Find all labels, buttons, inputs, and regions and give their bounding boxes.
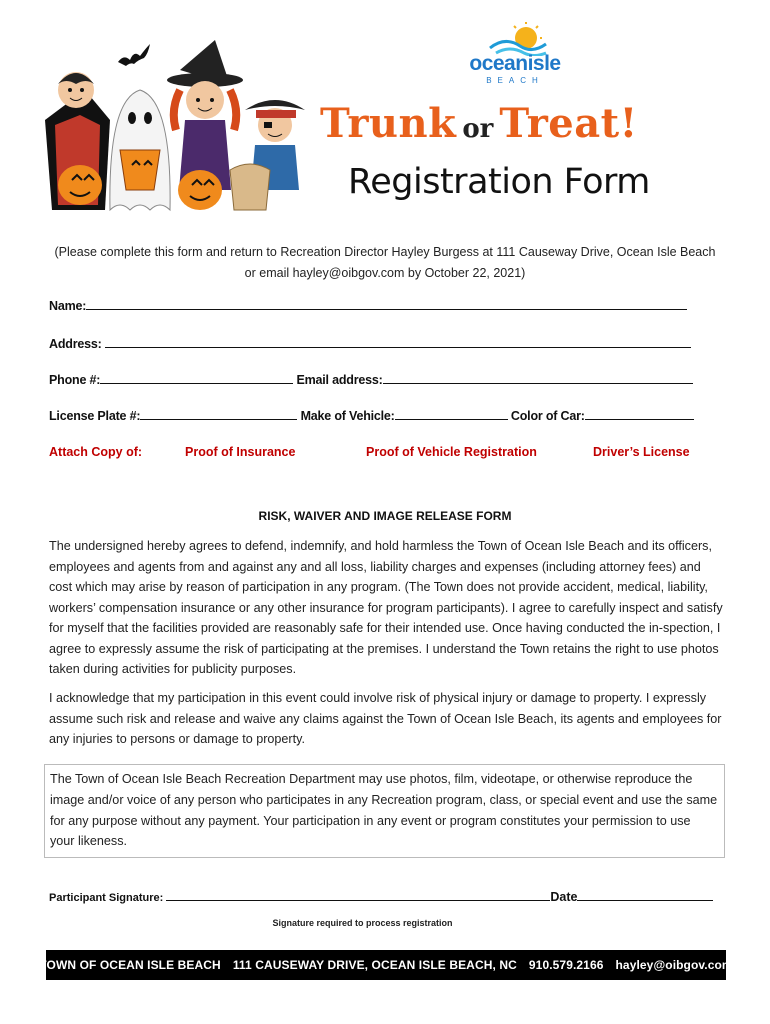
date-blank[interactable] [577, 891, 713, 901]
color-blank[interactable] [585, 408, 694, 420]
instructions-line-2: or email hayley@oibgov.com by October 22, 2021) [244, 266, 526, 280]
form-title: Registration Form [348, 162, 650, 202]
phone-blank[interactable] [100, 372, 293, 384]
license-plate-blank[interactable] [140, 408, 297, 420]
address-label: Address: [49, 337, 102, 351]
instructions-line-1: (Please complete this form and return to Recreation Director Hayley Burgess at 111 Causeway Drive, Ocean Isle Beach [54, 245, 716, 259]
attach-insurance: Proof of Insurance [185, 445, 296, 459]
event-title [320, 100, 638, 147]
phone-label: Phone #: [49, 373, 101, 387]
ghost-kid [110, 90, 170, 210]
attach-label: Attach Copy of: [49, 445, 143, 459]
footer-town: TOWN OF OCEAN ISLE BEACH [39, 958, 221, 972]
logo-beach: BEACH [486, 76, 544, 85]
footer-phone: 910.579.2166 [528, 958, 604, 972]
title-treat: Treat! [499, 100, 638, 147]
name-label: Name: [49, 299, 87, 313]
image-release-box: The Town of Ocean Isle Beach Recreation Department may use photos, film, videotape, or otherwise reproduce the image and/or voice of any person who participates in any Recreation program, class, or special event and use the same for any purpose without any payment. Your participation in any event or program constitutes your permission to use your likeness. [44, 764, 725, 858]
name-blank[interactable] [86, 298, 687, 310]
signature-blank[interactable] [166, 891, 550, 901]
title-trunk: Trunk [320, 100, 457, 147]
ocean-isle-beach-logo [455, 22, 575, 92]
waiver-paragraph-1: The undersigned hereby agrees to defend, indemnify, and hold harmless the Town of Ocean Isle Beach and its officers, employees and agents from and against any and all loss, liability charges and expenses (including attorney fees) and cost which may arise by reason of participation in any program. (The Town does not provide accident, medical, liability, workers’ compensation insurance or any other insurance for program participants). I agree to carefully inspect and satisfy for myself that the facilities provided are reasonably safe for their intended use. Once having conducted the in-spection, I agree to expressly assume the risk of participating at the premises. I understand the Town retains the right to use photos taken during activities for publicity purposes. [49, 539, 723, 676]
email-label: Email address: [296, 373, 383, 387]
make-blank[interactable] [395, 408, 508, 420]
bat-icon [118, 44, 150, 66]
license-plate-label: License Plate #: [49, 409, 141, 423]
date-label: Date [550, 890, 578, 904]
name-field [49, 298, 687, 313]
make-label: Make of Vehicle: [300, 409, 395, 423]
phone-email-row [49, 372, 693, 387]
email-blank[interactable] [383, 372, 693, 384]
signature-label: Participant Signature: [49, 892, 164, 904]
halloween-kids-illustration [40, 40, 315, 215]
waiver-paragraph-2: I acknowledge that my participation in this event could involve risk of physical injury or damage to property. I expressly assume such risk and release and waive any claims against the Town of Ocean Isle Beach, its agents and employees for any injuries to persons or damage to property. [49, 691, 722, 746]
footer-bar [39, 950, 733, 980]
color-label: Color of Car: [510, 409, 585, 423]
footer-email: hayley@oibgov.com [615, 958, 733, 972]
vampire-kid [45, 72, 110, 210]
logo-isle: isle [527, 52, 561, 75]
attach-drivers-license: Driver’s License [593, 445, 690, 459]
signature-note: Signature required to process registration [272, 918, 453, 928]
logo-wordmark [455, 54, 575, 74]
address-field [49, 336, 691, 351]
vehicle-row [49, 408, 694, 423]
pirate-kid [230, 100, 305, 210]
footer-address: 111 CAUSEWAY DRIVE, OCEAN ISLE BEACH, NC [232, 958, 517, 972]
waiver-heading: RISK, WAIVER AND IMAGE RELEASE FORM [258, 509, 512, 523]
logo-ocean: ocean [469, 52, 528, 75]
title-or: or [462, 114, 494, 144]
sun-waves-logo-icon [470, 22, 560, 56]
address-blank[interactable] [105, 336, 691, 348]
instructions [30, 242, 740, 284]
signature-row [49, 890, 713, 904]
attach-registration: Proof of Vehicle Registration [366, 445, 537, 459]
